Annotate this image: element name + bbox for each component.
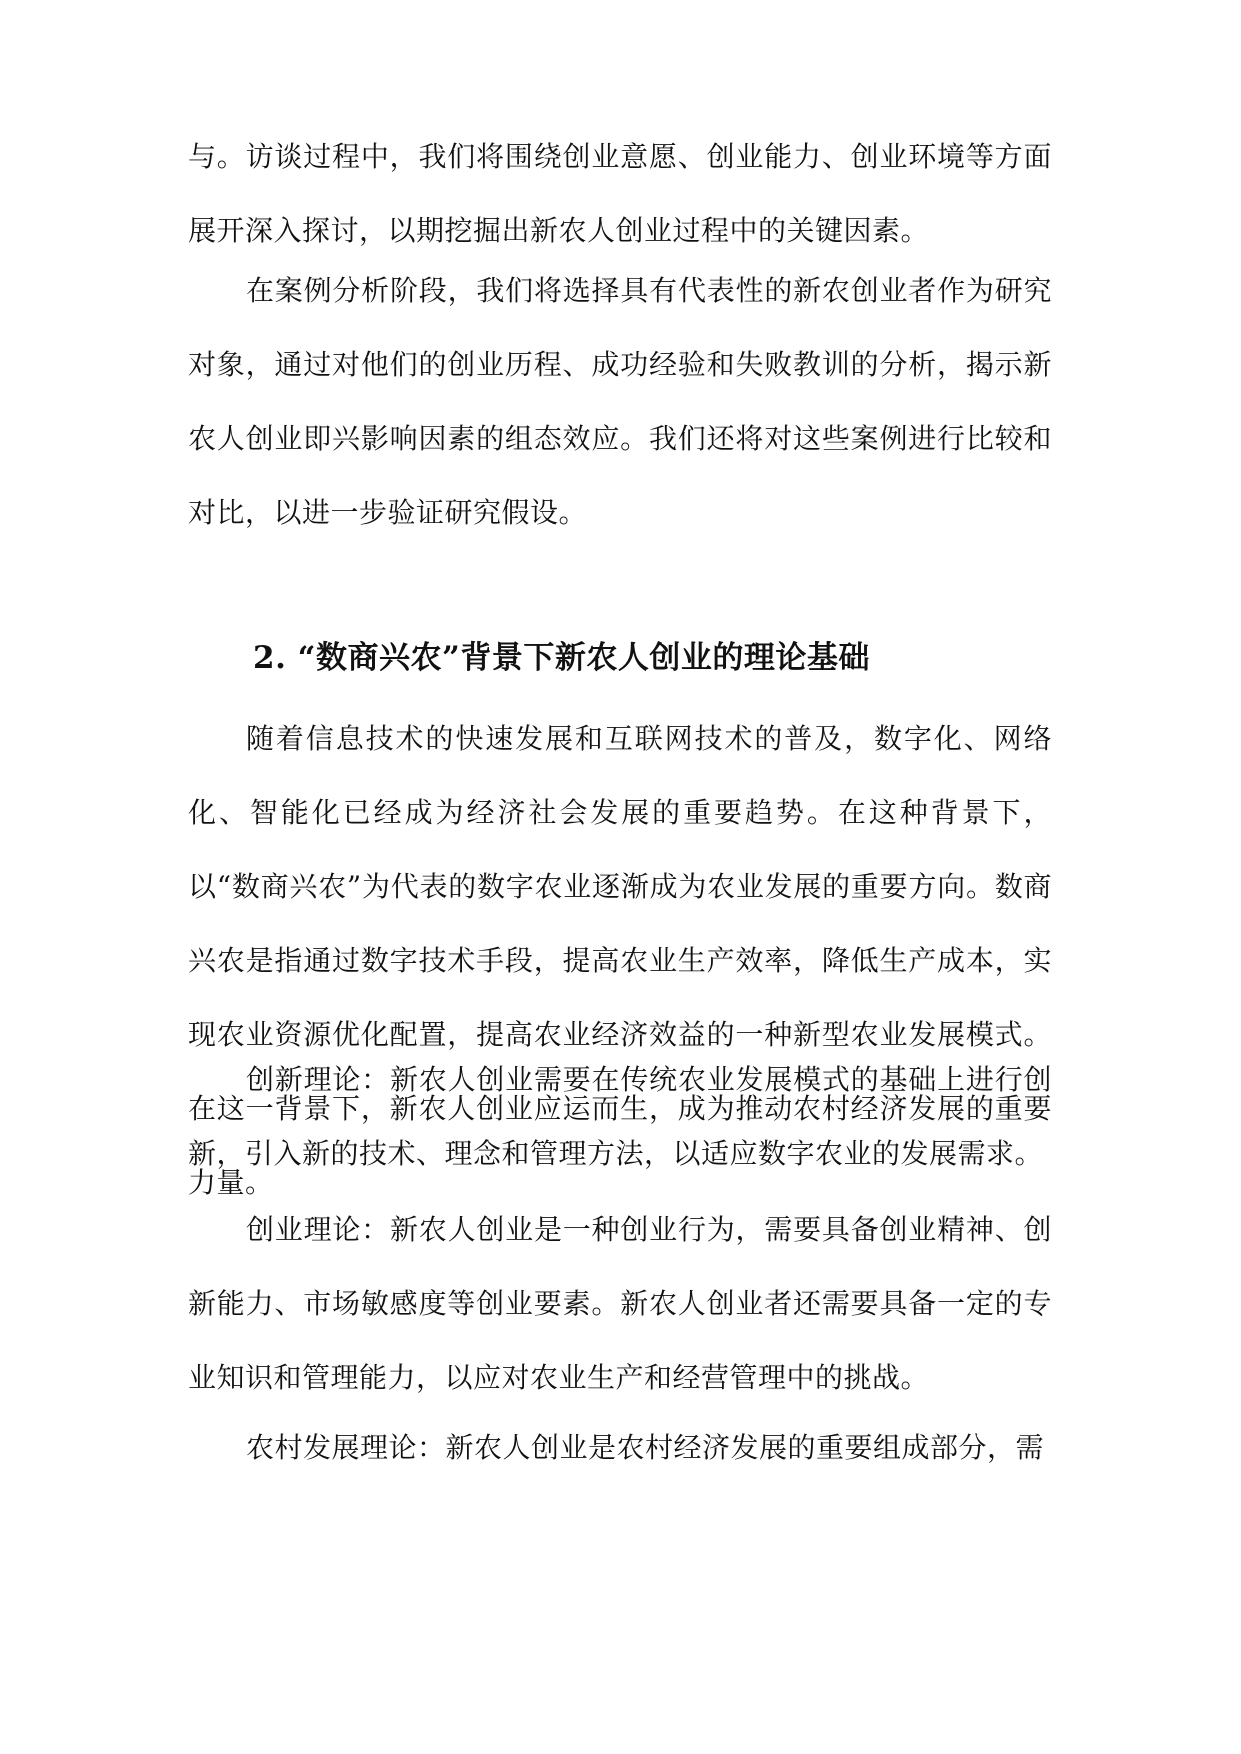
- section-heading: 2. “数商兴农”背景下新农人创业的理论基础: [253, 640, 870, 676]
- paragraph-background: 随着信息技术的快速发展和互联网技术的普及，数字化、网络化、智能化已经成为经济社会发展的重要趋势。在这种背景下，以“数商兴农”为代表的数字农业逐渐成为农业发展的重要方向。数商兴农是指通过数字技术手段，提高农业生产效率，降低生产成本，实现农业资源优化配置，提高农业经济效益的一种新型农业发展模式。在这一背景下，新农人创业应运而生，成为推动农村经济发展的重要力量。: [188, 722, 1052, 1199]
- paragraph-innovation-theory: 创新理论：新农人创业需要在传统农业发展模式的基础上进行创新，引入新的技术、理念和管理方法，以适应数字农业的发展需求。: [188, 1063, 1052, 1170]
- paragraph-continuation: 与。访谈过程中，我们将围绕创业意愿、创业能力、创业环境等方面展开深入探讨，以期挖掘出新农人创业过程中的关键因素。: [188, 140, 1052, 247]
- paragraph-entrepreneurship-theory: 创业理论：新农人创业是一种创业行为，需要具备创业精神、创新能力、市场敏感度等创业要素。新农人创业者还需要具备一定的专业知识和管理能力，以应对农业生产和经营管理中的挑战。: [188, 1213, 1052, 1394]
- paragraph-case-analysis: 在案例分析阶段，我们将选择具有代表性的新农创业者作为研究对象，通过对他们的创业历程、成功经验和失败教训的分析，揭示新农人创业即兴影响因素的组态效应。我们还将对这些案例进行比较和对比，以进一步验证研究假设。: [188, 274, 1052, 529]
- paragraph-rural-development-theory: 农村发展理论：新农人创业是农村经济发展的重要组成部分，需: [246, 1431, 1045, 1464]
